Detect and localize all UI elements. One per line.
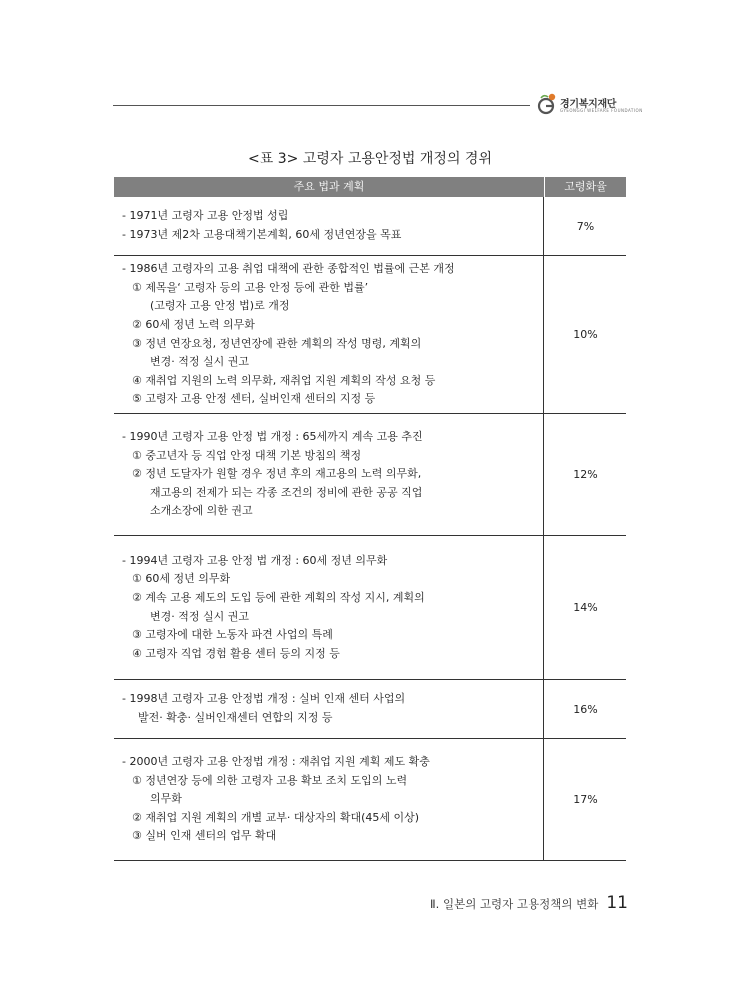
aging-rate: 10%	[573, 328, 598, 341]
row-line: ③ 고령자에 대한 노동자 파견 사업의 특례	[132, 628, 333, 642]
table-row	[114, 536, 626, 680]
row-line: 변경· 적정 실시 권고	[150, 355, 249, 369]
row-line: 의무화	[150, 792, 182, 806]
aging-rate: 16%	[573, 702, 598, 716]
page-footer	[430, 893, 628, 913]
row-content	[114, 414, 544, 535]
aging-rate: 14%	[573, 601, 598, 614]
row-line: ④ 고령자 직업 경험 활용 센터 등의 지정 등	[132, 646, 340, 660]
table-row	[114, 414, 626, 536]
row-line: 발전· 확충· 실버인재센터 연합의 지정 등	[138, 711, 333, 724]
row-line: ① 제목을‘ 고령자 등의 고용 안정 등에 관한 법률’	[132, 280, 369, 294]
row-content	[114, 739, 544, 860]
row-line: 변경· 적정 실시 권고	[150, 609, 249, 623]
foundation-logo-mark-icon	[536, 92, 558, 116]
row-line: 재고용의 전제가 되는 각종 조건의 정비에 관한 공공 직업	[150, 485, 423, 499]
row-line: ③ 실버 인재 센터의 업무 확대	[132, 829, 277, 843]
row-line: ② 정년 도달자가 원할 경우 정년 후의 재고용의 노력 의무화,	[132, 467, 422, 481]
row-line: ① 60세 정년 의무화	[132, 572, 231, 586]
row-line: ⑤ 고령자 고용 안정 센터, 실버인재 센터의 지정 등	[132, 392, 376, 406]
row-content	[114, 197, 544, 255]
row-line: ① 중고년자 등 직업 안정 대책 기본 방침의 책정	[132, 448, 362, 462]
aging-rate: 7%	[576, 219, 595, 233]
table-row	[114, 197, 626, 256]
law-revision-table	[114, 177, 626, 861]
logo-name: 경기복지재단	[560, 99, 617, 110]
column-header-main: 주요 법과 계획	[293, 180, 365, 193]
row-line: - 1986년 고령자의 고용 취업 대책에 관한 종합적인 법률에 근본 개정	[122, 262, 455, 276]
row-content	[114, 256, 544, 413]
foundation-logo	[536, 92, 643, 118]
column-header-rate: 고령화율	[564, 180, 607, 193]
row-line: - 1990년 고령자 고용 안정 법 개정 : 65세까지 계속 고용 추진	[122, 430, 423, 444]
row-content	[114, 680, 544, 738]
row-line: - 1973년 제2차 고용대책기본계획, 60세 정년연장을 목표	[122, 228, 402, 241]
row-content	[114, 536, 544, 679]
aging-rate: 12%	[573, 468, 598, 481]
row-line: ② 60세 정년 노력 의무화	[132, 317, 255, 331]
row-line: - 1971년 고령자 고용 안정법 성립	[122, 209, 289, 223]
header-rule	[113, 105, 530, 106]
row-line: ② 재취업 지원 계획의 개별 교부· 대상자의 확대(45세 이상)	[132, 810, 420, 824]
logo-subtitle: GYEONGGI WELFARE FOUNDATION	[560, 108, 643, 113]
row-line: - 1994년 고령자 고용 안정 법 개정 : 60세 정년 의무화	[122, 553, 388, 567]
table-row	[114, 256, 626, 414]
table-header	[114, 177, 626, 197]
row-line: - 2000년 고령자 고용 안정법 개정 : 재취업 지원 계획 제도 확충	[122, 755, 430, 769]
row-line: ④ 재취업 지원의 노력 의무화, 재취업 지원 계획의 작성 요청 등	[132, 373, 436, 387]
page-number: 11	[606, 893, 628, 913]
table-row	[114, 739, 626, 861]
row-line: ② 계속 고용 제도의 도입 등에 관한 계획의 작성 지시, 계획의	[132, 590, 425, 604]
row-line: ③ 정년 연장요청, 정년연장에 관한 계획의 작성 명령, 계획의	[132, 336, 422, 350]
table-title: <표 3> 고령자 고용안정법 개정의 경위	[248, 151, 492, 167]
row-line: ① 정년연장 등에 의한 고령자 고용 확보 조치 도입의 노력	[132, 773, 408, 787]
aging-rate: 17%	[573, 793, 598, 806]
section-title: Ⅱ. 일본의 고령자 고용정책의 변화	[430, 897, 599, 911]
table-row	[114, 680, 626, 739]
row-line: 소개소장에 의한 권고	[150, 504, 253, 518]
row-line: (고령자 고용 안정 법)로 개정	[150, 299, 290, 313]
row-line: - 1998년 고령자 고용 안정법 개정 : 실버 인재 센터 사업의	[122, 692, 406, 706]
